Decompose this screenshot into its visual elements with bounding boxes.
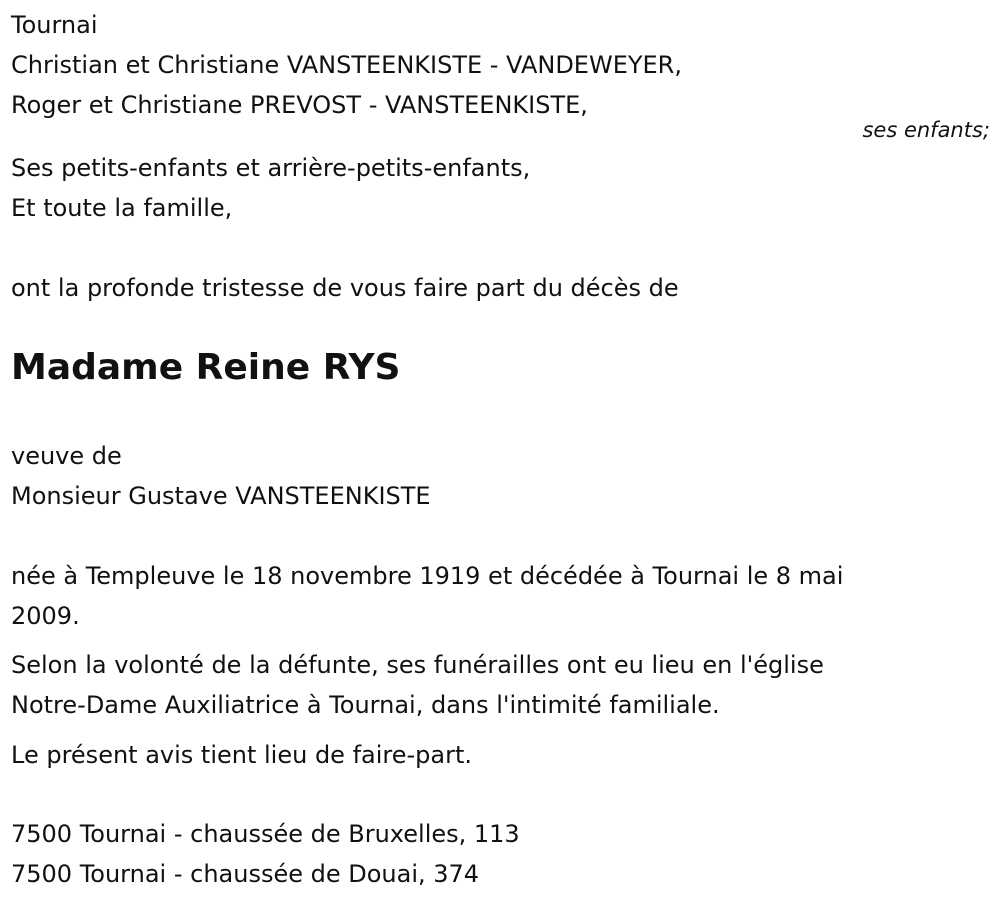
- family-line-1: Christian et Christiane VANSTEENKISTE - VANDEWEYER,: [11, 51, 682, 79]
- spouse-name: Monsieur Gustave VANSTEENKISTE: [11, 482, 431, 510]
- family-line-4: Et toute la famille,: [11, 194, 233, 222]
- dates-line-2: 2009.: [11, 602, 80, 630]
- dates-line-1: née à Templeuve le 18 novembre 1919 et décédée à Tournai le 8 mai: [11, 562, 844, 590]
- city-header: Tournai: [11, 11, 98, 39]
- address-line: 7500 Tournai - chaussée de Douai, 374: [11, 860, 480, 888]
- deceased-name: Madame Reine RYS: [11, 347, 401, 388]
- children-label: ses enfants;: [862, 118, 990, 142]
- address-line: 7500 Tournai - chaussée de Bruxelles, 113: [11, 820, 520, 848]
- widow-label: veuve de: [11, 442, 122, 470]
- announcement-text: ont la profonde tristesse de vous faire part du décès de: [11, 274, 679, 302]
- family-line-3: Ses petits-enfants et arrière-petits-enfants,: [11, 154, 531, 182]
- funeral-line-1: Selon la volonté de la défunte, ses funérailles ont eu lieu en l'église: [11, 651, 824, 679]
- funeral-line-2: Notre-Dame Auxiliatrice à Tournai, dans l'intimité familiale.: [11, 691, 720, 719]
- notice-text: Le présent avis tient lieu de faire-part.: [11, 741, 473, 769]
- family-line-2: Roger et Christiane PREVOST - VANSTEENKISTE,: [11, 91, 588, 119]
